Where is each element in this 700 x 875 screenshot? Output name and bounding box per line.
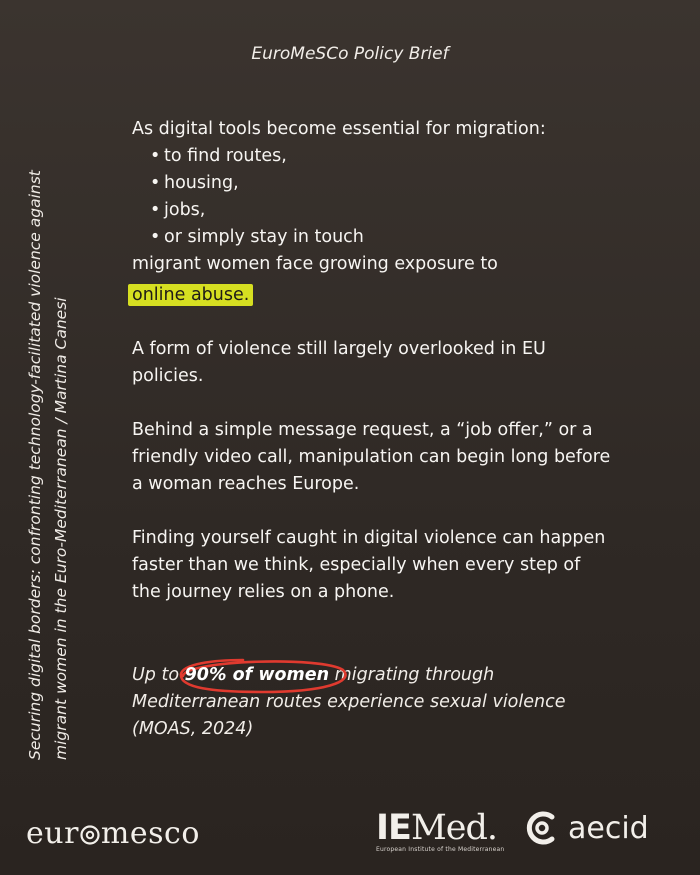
highlighted-phrase: online abuse. — [128, 284, 253, 306]
bullet-item: • or simply stay in touch — [150, 224, 612, 251]
quote-rest: migrating through Mediterranean routes experience sexual violence (MOAS, 2024) — [132, 665, 566, 739]
exposure-text: migrant women face growing exposure to — [132, 254, 498, 274]
iemed-logo: IEMed. European Institute of the Mediterranean — [376, 808, 505, 853]
aecid-logo: aecid — [522, 808, 649, 848]
bullet-item: • housing, — [150, 170, 612, 197]
statistic-quote — [132, 662, 572, 743]
bullet-item: • to find routes, — [150, 143, 612, 170]
paragraph-phone: Finding yourself caught in digital violence can happen faster than we think, especially when every step of the journey relies on a phone. — [132, 528, 606, 602]
circled-statistic: 90% of women — [185, 662, 329, 689]
bullet-list — [132, 143, 612, 251]
aecid-emblem-icon — [522, 808, 562, 848]
euromesco-logo: eur mesco — [26, 816, 200, 851]
bullet-item: • jobs, — [150, 197, 612, 224]
brief-header: EuroMeSCo Policy Brief — [251, 44, 449, 64]
swirl-o-icon — [79, 823, 101, 845]
iemed-subtitle: European Institute of the Mediterranean — [376, 846, 505, 853]
side-caption-line-1: Securing digital borders: confronting technology-facilitated violence against — [26, 170, 44, 760]
quote-prefix: Up to — [132, 665, 185, 685]
intro-text: As digital tools become essential for migration: — [132, 119, 546, 139]
main-text — [132, 116, 612, 606]
side-caption-line-2: migrant women in the Euro-Mediterranean / Martina Canesi — [52, 297, 70, 760]
paragraph-manipulation: Behind a simple message request, a “job offer,” or a friendly video call, manipulation can begin long before a woman reaches Europe. — [132, 420, 611, 494]
side-caption — [22, 140, 74, 760]
paragraph-policy: A form of violence still largely overlooked in EU policies. — [132, 339, 546, 386]
